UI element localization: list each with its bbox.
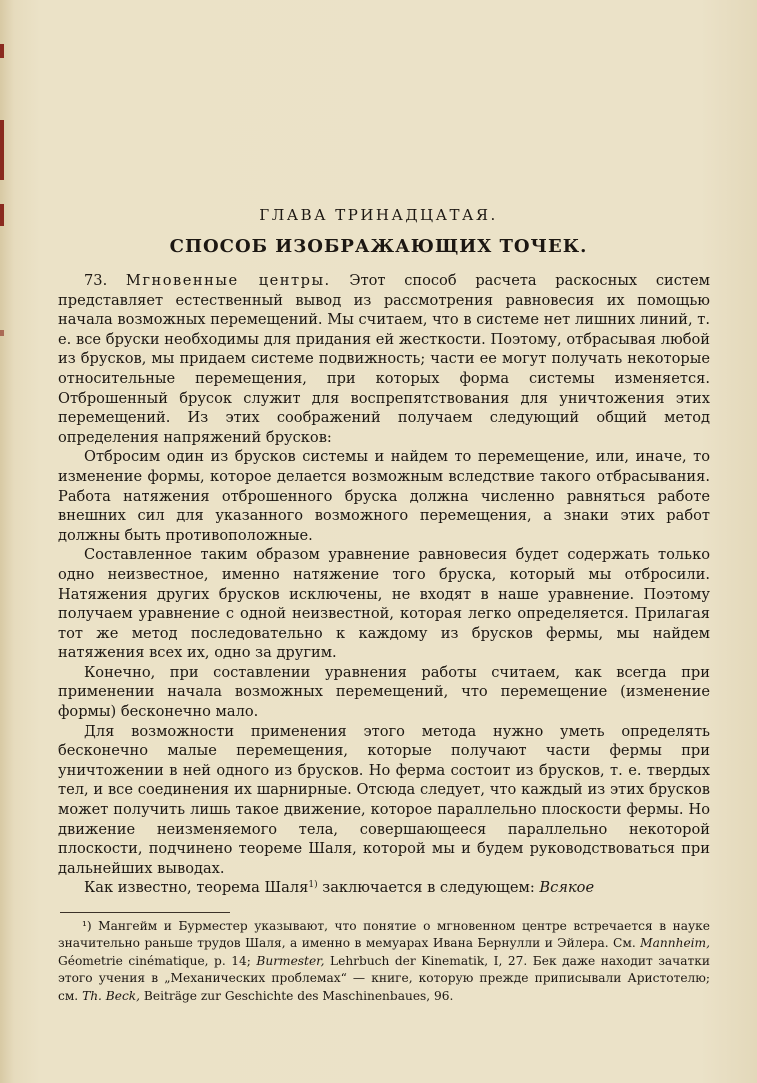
main-text — [58, 271, 710, 898]
page-edge-mark — [0, 330, 4, 336]
section-number: 73. — [84, 272, 108, 289]
footnote-author: Mannheim, — [640, 936, 710, 951]
paragraph: Отбросим один из брусков системы и найдем то перемещение, или, иначе, то изменение формы, которое делается возможным вследствие такого отбрасывания. Работа натяжения отброшенного бруска должна численно равняться работе внешних сил для указанного возможного перемещения, а знаки этих работ должны быть противоположные. — [58, 448, 710, 544]
footnote-segment: Мангейм и Бурместер указывают, что понятие о мгновенном центре встречается в науке значительно раньше трудов Шаля, а именно в мемуарах Ивана Бернулли и Эйлера. См. — [58, 919, 710, 951]
footnote-author: Th. Beck, — [82, 988, 141, 1003]
footnote-divider — [60, 912, 230, 913]
page-edge-mark — [0, 120, 4, 180]
paragraph-text: Как известно, теорема Шаля — [84, 879, 309, 897]
footnote-segment: Lehrbuch der Kinematik, I, 27. Бек даже находит зачатки этого учения в „Механических проблемах“ — книге, которую прежде приписывали Аристотелю; см. — [58, 953, 710, 1003]
paragraph: Для возможности применения этого метода нужно уметь определять бесконечно малые перемещения, которые получают части фермы при уничтожении в ней одного из брусков. Но ферма состоит из брусков, т. е. твердых тел, и все соединения их шарнирные. Отсюда следует, что каждый из этих брусков может получить лишь такое движение, которое параллельно плоскости фермы. Но движение неизменяемого тела, совершающееся параллельно некоторой плоскости, подчинено теореме Шаля, которой мы и будем руководствоваться при дальнейших выводах. — [58, 722, 710, 877]
footnote-text — [58, 918, 710, 1005]
footnote — [58, 918, 710, 1005]
section-title: Мгновенные центры. — [125, 272, 331, 289]
chapter-heading: ГЛАВА ТРИНАДЦАТАЯ. — [259, 206, 498, 224]
chapter-title: СПОСОБ ИЗОБРАЖАЮЩИХ ТОЧЕК. — [169, 236, 588, 257]
footnote-author: Burmester, — [256, 953, 325, 968]
paragraph — [58, 271, 710, 447]
italic-text: Всякое — [539, 879, 595, 897]
footnote-reference: 1) — [308, 880, 318, 891]
footnote-segment: Beiträge zur Geschichte des Maschinenbaues, 96. — [140, 988, 454, 1003]
paragraph-text: заключается в следующем: — [317, 879, 540, 897]
paragraph: Конечно, при составлении уравнения работы считаем, как всегда при применении начала возможных перемещений, что перемещение (изменение формы) бесконечно мало. — [58, 663, 710, 721]
footnote-mark: ¹) — [82, 919, 92, 933]
paragraph: Составленное таким образом уравнение равновесия будет содержать только одно неизвестное, именно натяжение того бруска, который мы отбросили. Натяжения других брусков исключены, не входят в наше уравнение. Поэтому получаем уравнение с одной неизвестной, которая легко определяется. Прилагая тот же метод последовательно к каждому из брусков фермы, мы найдем натяжения всех их, одно за другим. — [58, 546, 710, 662]
paragraph-text: Этот способ расчета раскосных систем представляет естественный вывод из рассмотрения равновесия их помощью начала возможных перемещений. Мы считаем, что в системе нет лишних линий, т. е. все бруски необходимы для придания ей жесткости. Поэтому, отбрасывая любой из брусков, мы придаем системе подвижность; части ее могут получать некоторые относительные перемещения, при которых форма системы изменяется. Отброшенный брусок служит для воспрепятствования для уничтожения этих перемещений. Из этих соображений получаем следующий общий метод определения напряжений брусков: — [58, 272, 710, 446]
page-edge-mark — [0, 44, 4, 58]
footnote-segment: Géometrie cinématique, p. 14; — [58, 953, 257, 968]
paragraph — [58, 878, 710, 898]
